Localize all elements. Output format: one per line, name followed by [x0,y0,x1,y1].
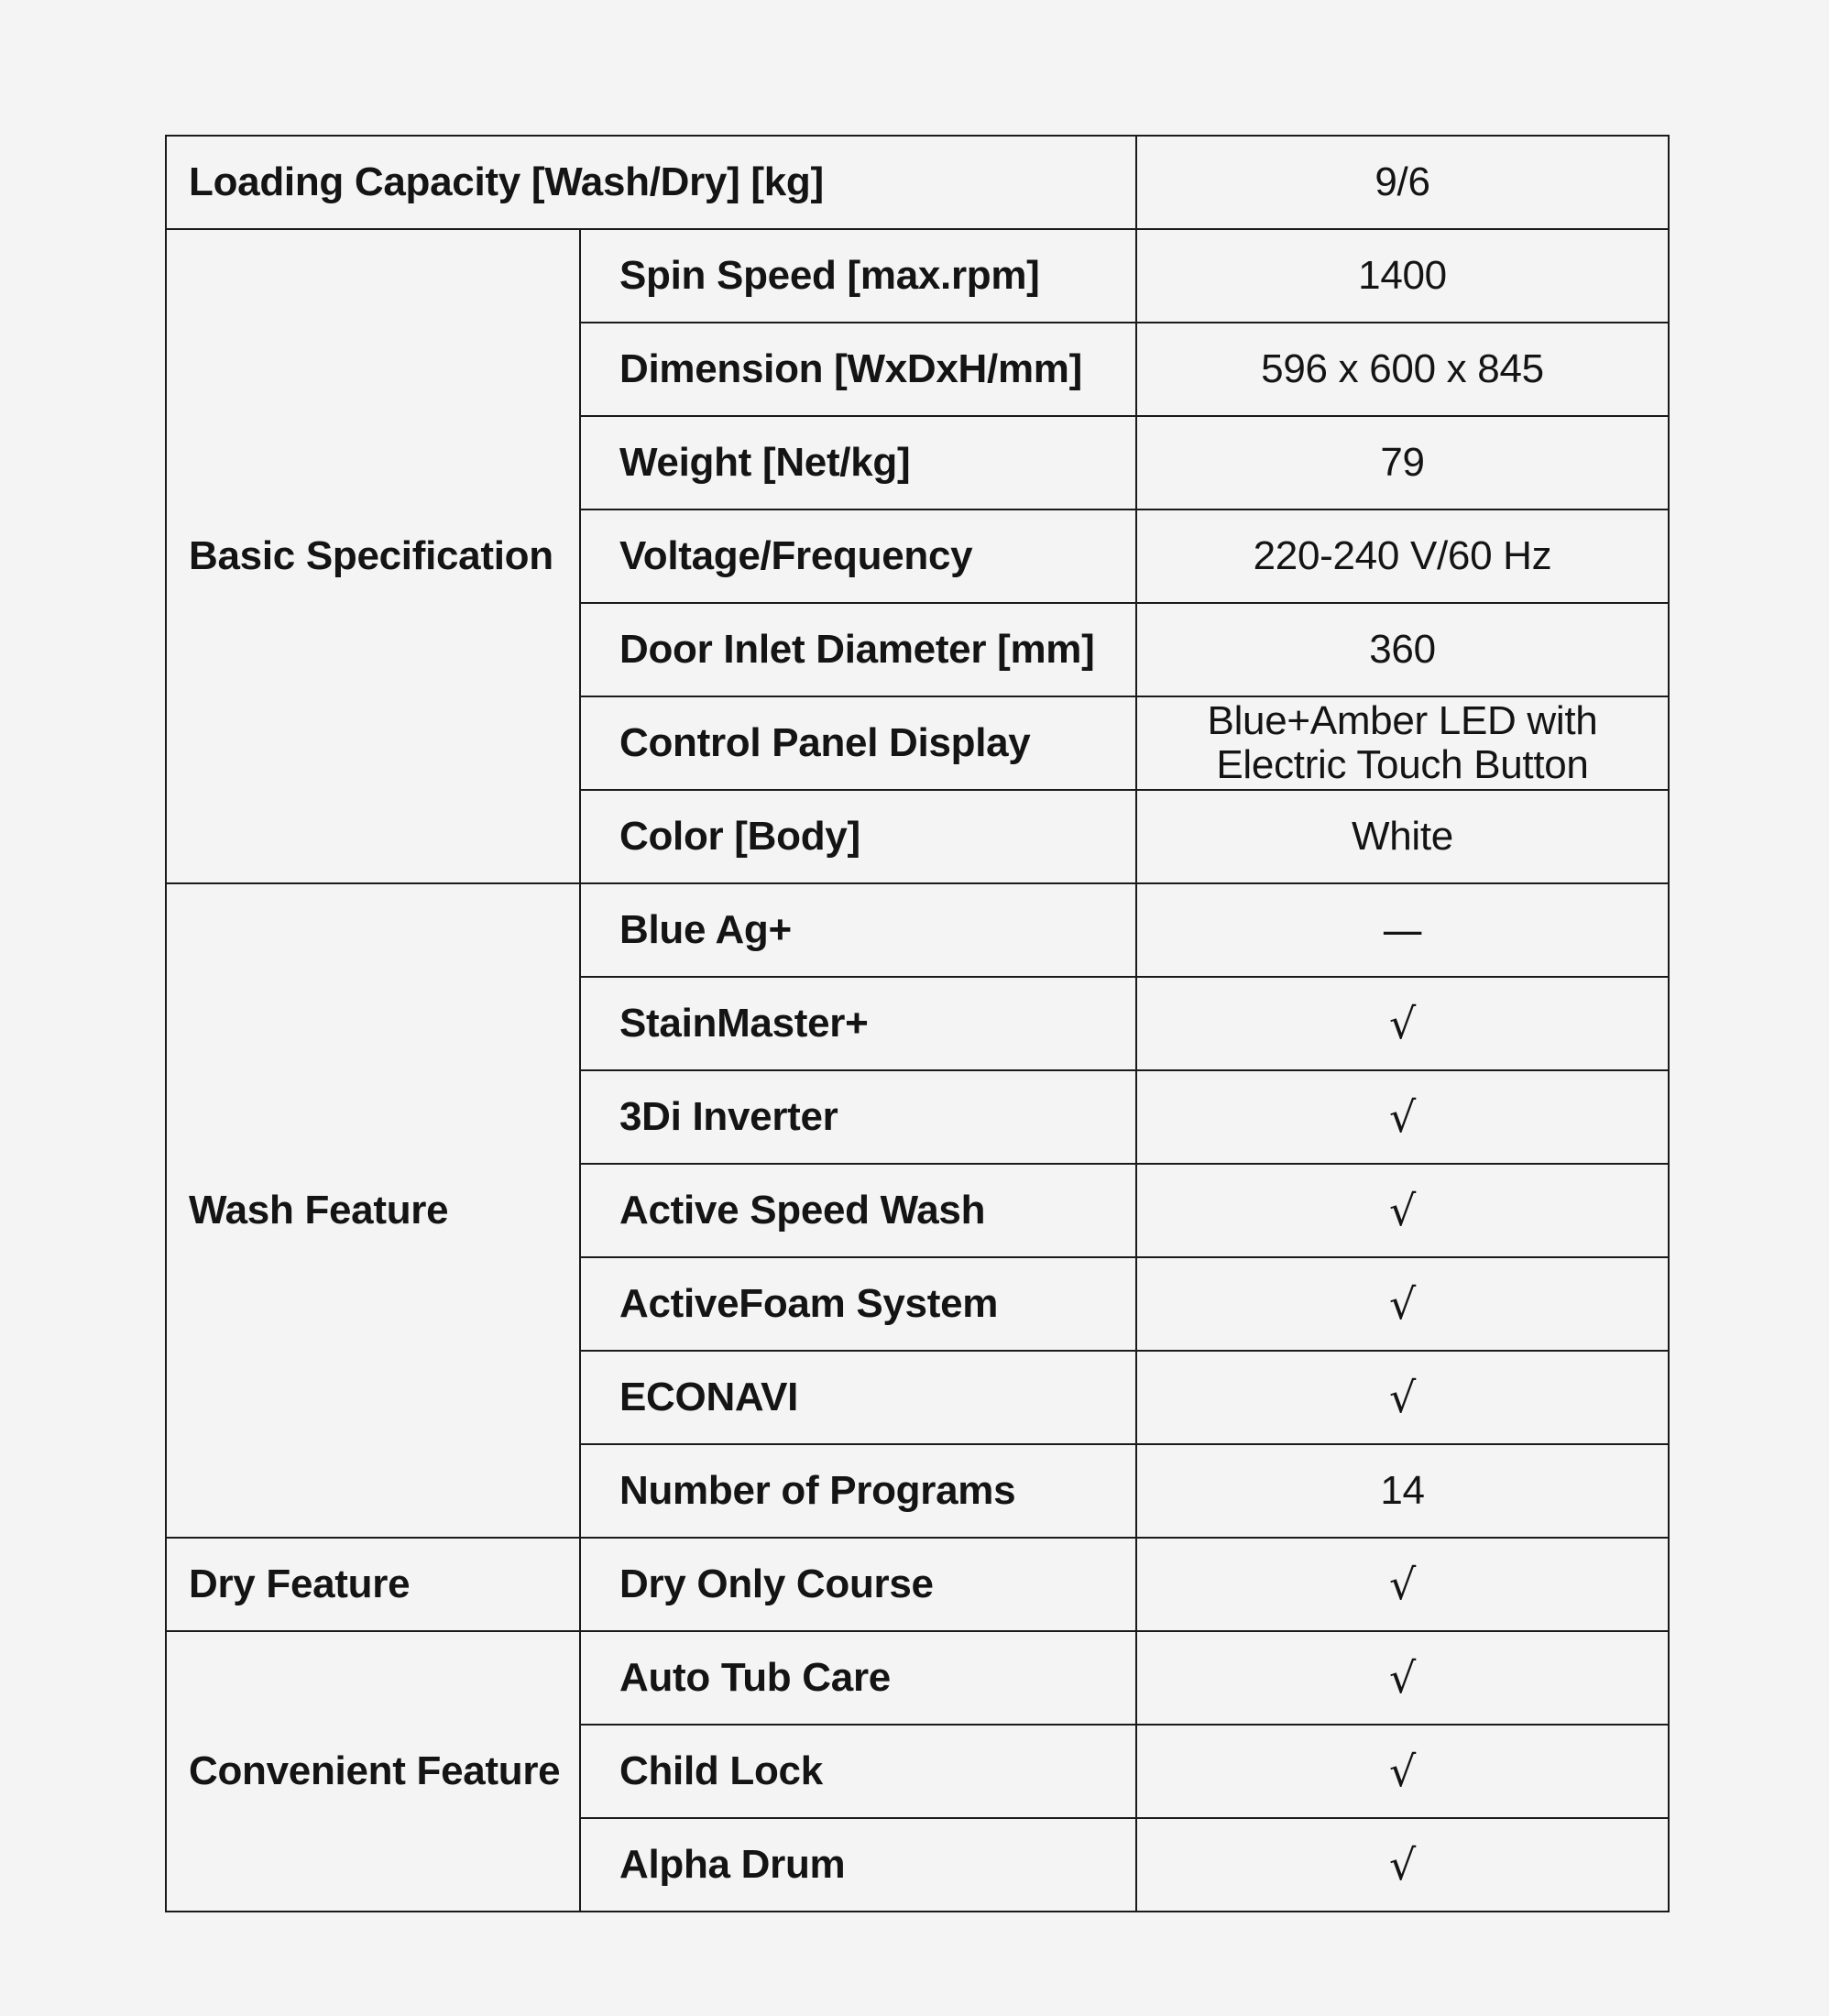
spec-label: Child Lock [580,1725,1136,1818]
spec-label: Auto Tub Care [580,1631,1136,1725]
table-row [166,229,1669,323]
spec-label: Dimension [WxDxH/mm] [580,323,1136,416]
spec-value: 79 [1136,416,1669,509]
checkmark-icon: √ [1136,1164,1669,1257]
spec-label: Voltage/Frequency [580,509,1136,603]
checkmark-icon: √ [1136,1631,1669,1725]
spec-value-line: Electric Touch Button [1216,742,1589,787]
spec-label: Loading Capacity [Wash/Dry] [kg] [166,136,1136,229]
spec-value: 220-240 V/60 Hz [1136,509,1669,603]
spec-label: Spin Speed [max.rpm] [580,229,1136,323]
checkmark-icon: √ [1136,1257,1669,1351]
checkmark-icon: √ [1136,1351,1669,1444]
spec-value: 9/6 [1136,136,1669,229]
spec-label: Control Panel Display [580,696,1136,790]
dash-icon: — [1136,883,1669,977]
spec-table [165,135,1670,1912]
group-label-basic: Basic Specification [166,229,580,883]
spec-label: Blue Ag+ [580,883,1136,977]
checkmark-icon: √ [1136,1538,1669,1631]
table-row [166,1538,1669,1631]
spec-value-line: Blue+Amber LED with [1207,698,1598,743]
table-row [166,883,1669,977]
group-label-convenient: Convenient Feature [166,1631,580,1912]
table-row [166,136,1669,229]
checkmark-icon: √ [1136,1725,1669,1818]
checkmark-icon: √ [1136,1070,1669,1164]
spec-label: Number of Programs [580,1444,1136,1538]
spec-value: 1400 [1136,229,1669,323]
spec-label: 3Di Inverter [580,1070,1136,1164]
spec-label: Door Inlet Diameter [mm] [580,603,1136,696]
table-row [166,1631,1669,1725]
checkmark-icon: √ [1136,1818,1669,1912]
group-label-wash: Wash Feature [166,883,580,1538]
checkmark-icon: √ [1136,977,1669,1070]
spec-value: 14 [1136,1444,1669,1538]
spec-value: 596 x 600 x 845 [1136,323,1669,416]
spec-value [1136,696,1669,790]
spec-label: StainMaster+ [580,977,1136,1070]
spec-label: Color [Body] [580,790,1136,883]
spec-label: Alpha Drum [580,1818,1136,1912]
spec-value: 360 [1136,603,1669,696]
spec-label: ActiveFoam System [580,1257,1136,1351]
spec-label: Dry Only Course [580,1538,1136,1631]
group-label-dry: Dry Feature [166,1538,580,1631]
spec-value: White [1136,790,1669,883]
spec-label: ECONAVI [580,1351,1136,1444]
spec-label: Active Speed Wash [580,1164,1136,1257]
spec-label: Weight [Net/kg] [580,416,1136,509]
